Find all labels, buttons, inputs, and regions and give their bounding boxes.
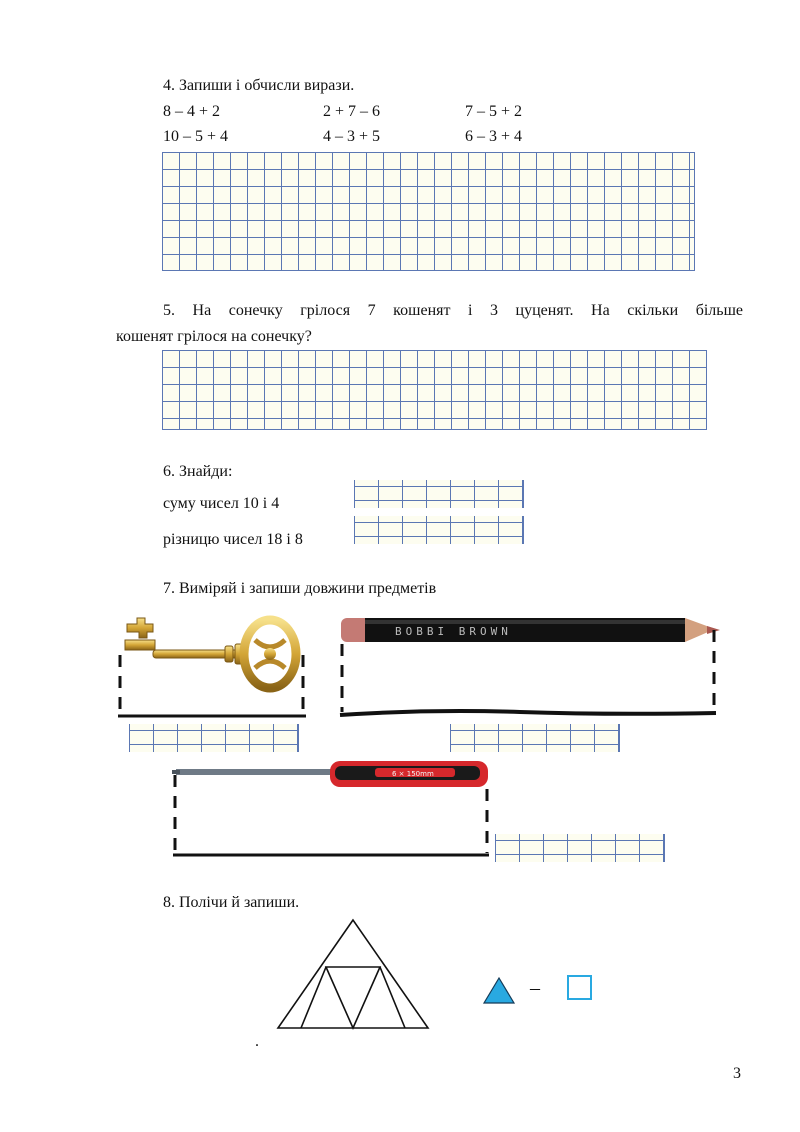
expression-6: 6 – 3 + 4	[465, 128, 523, 145]
task7-title: 7. Виміряй і запиши довжини предметів	[163, 580, 437, 597]
blue-triangle-icon	[482, 975, 518, 1005]
task5-text-line2: кошенят грілося на сонечку?	[116, 328, 312, 345]
task6-item-sum: суму чисел 10 і 4	[163, 495, 280, 512]
task6-title: 6. Знайди:	[163, 463, 233, 480]
pencil-measure-frame	[330, 630, 725, 725]
task5-answer-grid[interactable]	[162, 350, 707, 430]
sum-answer-cells[interactable]	[354, 480, 524, 508]
expression-4: 10 – 5 + 4	[163, 128, 229, 145]
expression-2: 2 + 7 – 6	[323, 103, 381, 120]
task8-title: 8. Полічи й запиши.	[163, 894, 300, 911]
expression-1: 8 – 4 + 2	[163, 103, 221, 120]
pencil-answer-cells[interactable]	[450, 724, 620, 752]
screwdriver-measure-frame	[165, 775, 495, 865]
answer-square-box[interactable]	[567, 975, 592, 1000]
screwdriver-answer-cells[interactable]	[495, 834, 665, 862]
task6-item-difference: різницю чисел 18 і 8	[163, 531, 303, 548]
task4-title: 4. Запиши і обчисли вирази.	[163, 77, 355, 94]
expression-3: 7 – 5 + 2	[465, 103, 523, 120]
task5-text-line1: 5. На сонечку грілося 7 кошенят і 3 цуценят. На скільки більше	[163, 302, 743, 319]
task4-answer-grid[interactable]	[162, 152, 695, 271]
key-measure-frame	[110, 650, 315, 725]
screwdriver-label-text: 6 × 150mm	[392, 770, 434, 778]
key-answer-cells[interactable]	[129, 724, 299, 752]
difference-answer-cells[interactable]	[354, 516, 524, 544]
page-number: 3	[733, 1065, 741, 1082]
dash-symbol: –	[530, 977, 540, 999]
expression-5: 4 – 3 + 5	[323, 128, 381, 145]
stray-dot: .	[255, 1033, 259, 1050]
pencil-brand-text: BOBBI BROWN	[395, 625, 512, 638]
triangle-figure	[270, 915, 440, 1035]
